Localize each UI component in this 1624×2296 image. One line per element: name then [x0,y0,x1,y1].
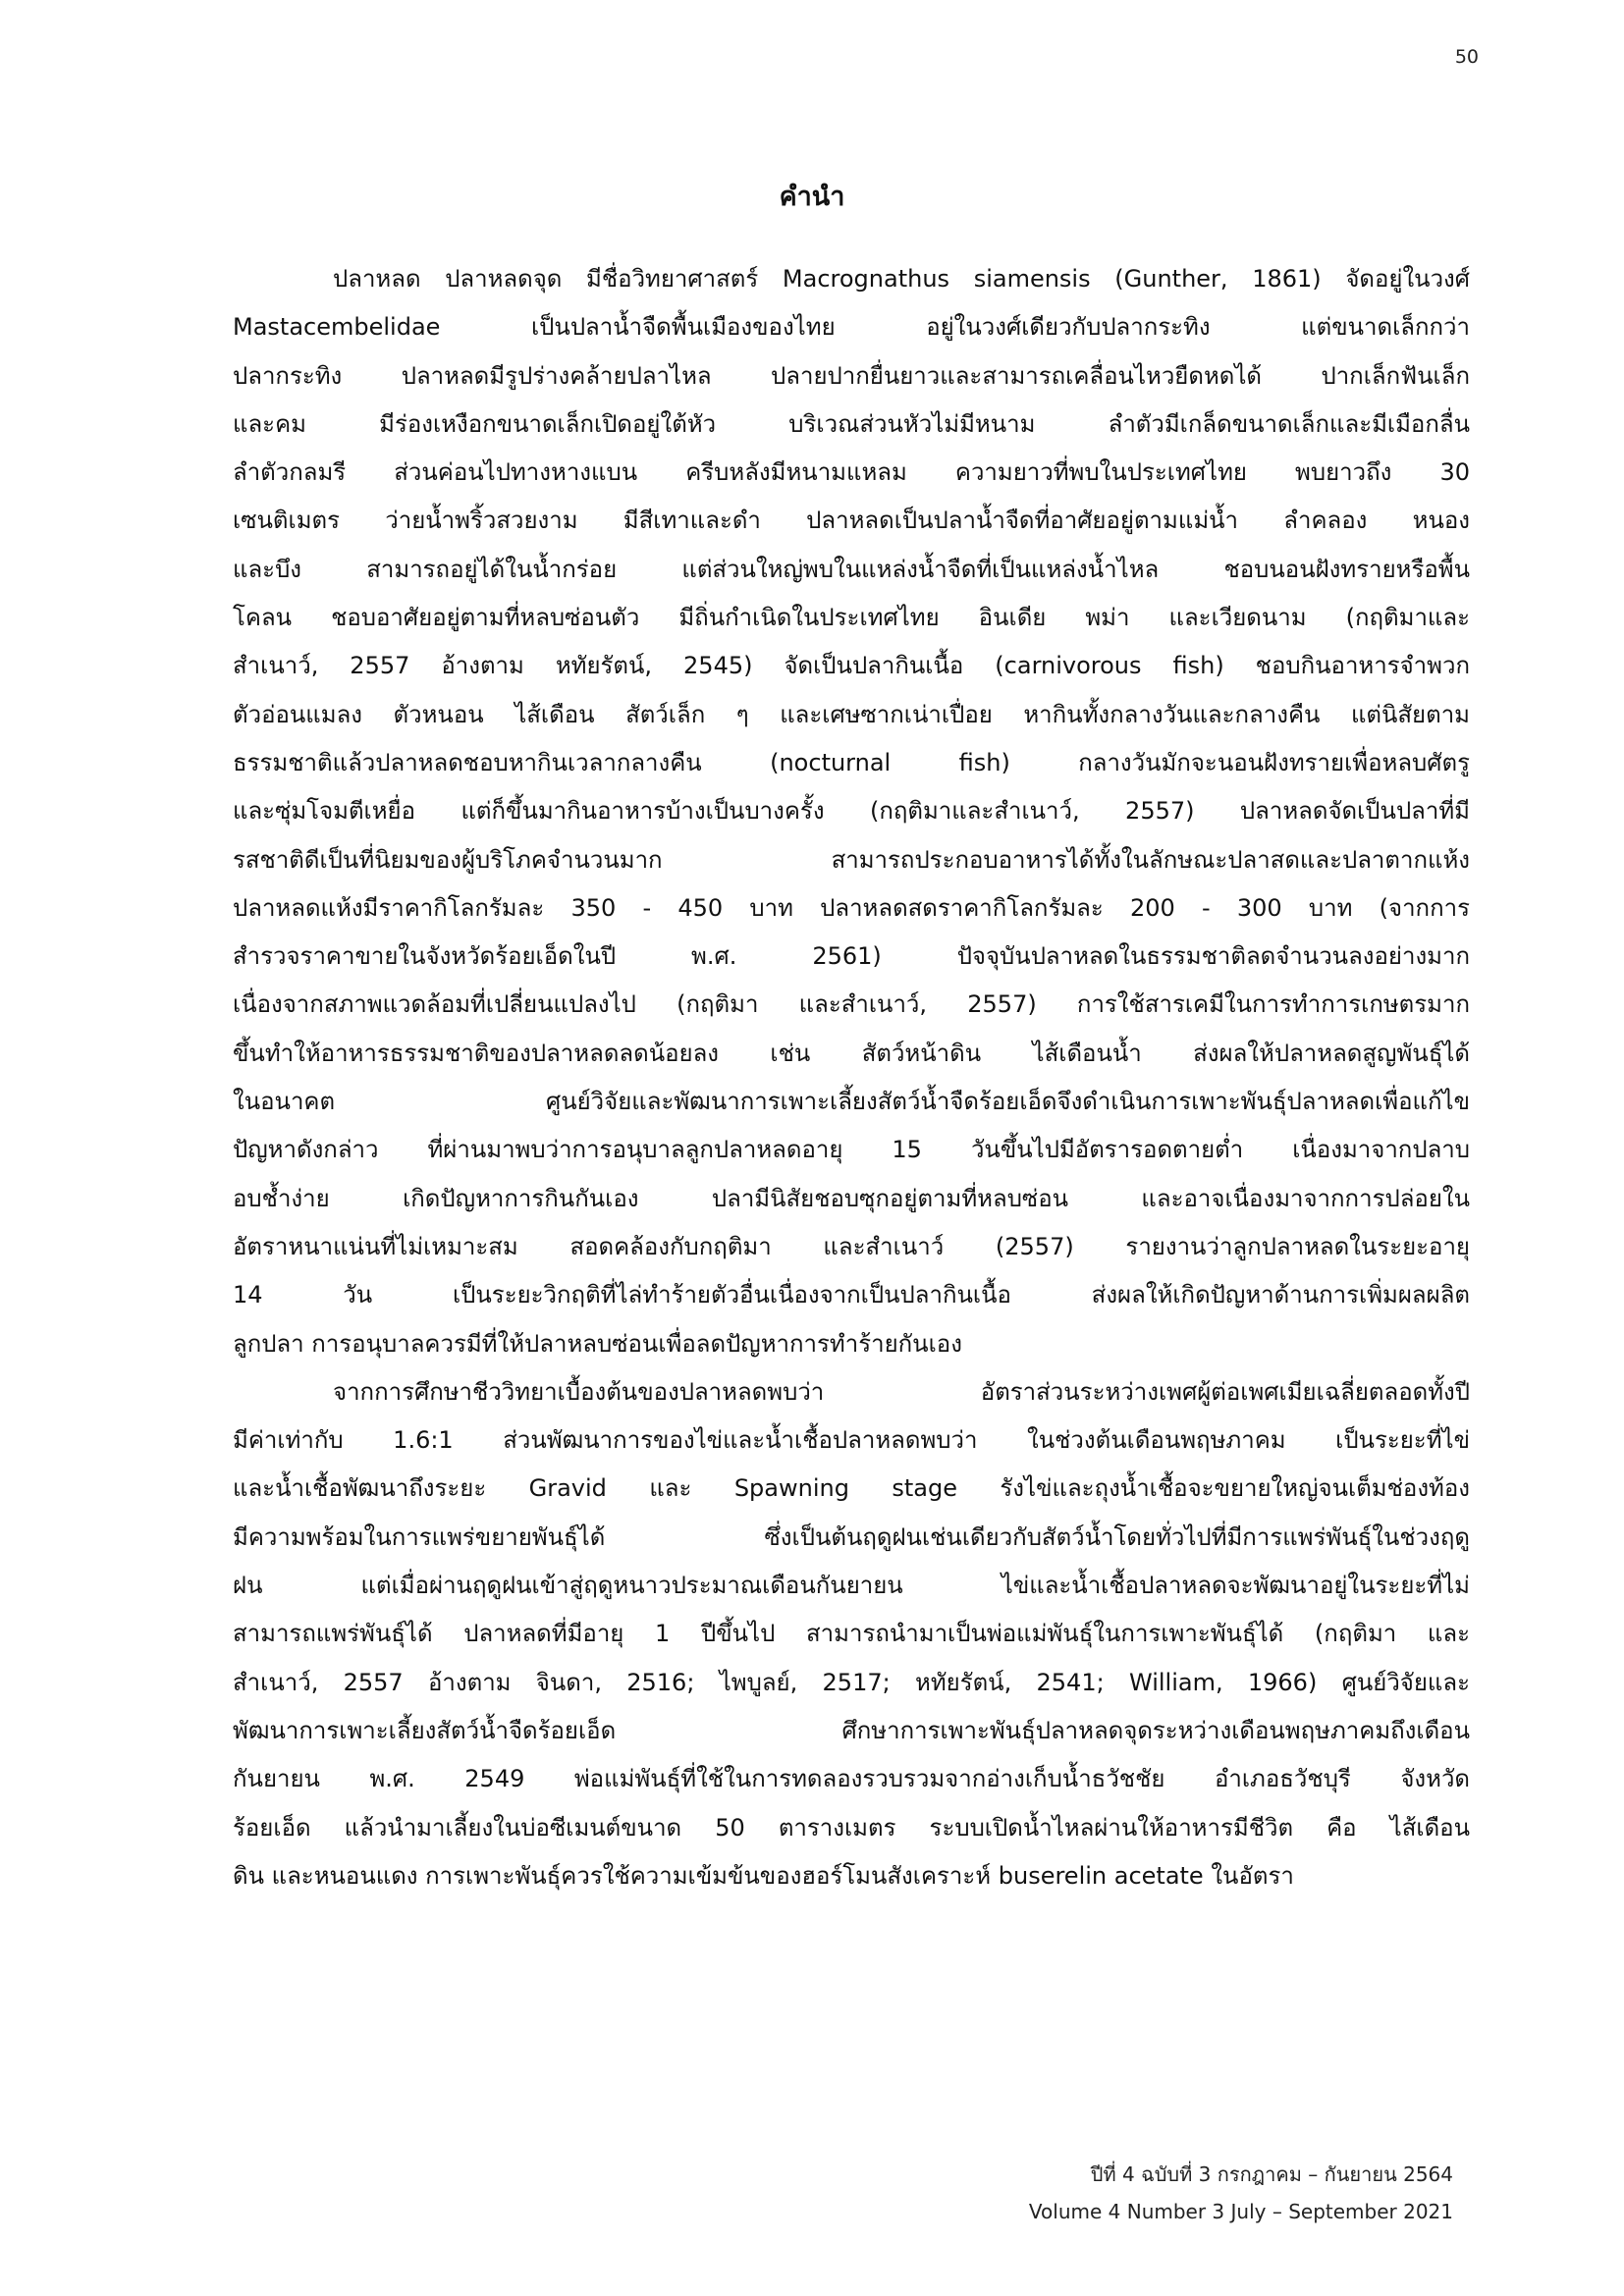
text-line: ดิน และหนอนแดง การเพาะพันธุ์ควรใช้ความเข้มข้นของฮอร์โมนสังเคราะห์ buserelin acetate ในอัตรา [233,1861,1294,1890]
paragraph-container [233,255,1470,1900]
text-line: ปลาหลด ปลาหลดจุด มีชื่อวิทยาศาสตร์ Macrognathus siamensis (Gunther, 1861) จัดอยู่ในวงศ์ [333,265,1470,293]
footer-english: Volume 4 Number 3 July – September 2021 [1028,2200,1453,2223]
text-line: ปัญหาดังกล่าว ที่ผ่านมาพบว่าการอนุบาลลูกปลาหลดอายุ 15 วันขึ้นไปมีอัตรารอดตายต่ำ เนื่องมาจากปลาบ [233,1136,1470,1164]
text-line: มีค่าเท่ากับ 1.6:1 ส่วนพัฒนาการของไข่และน้ำเชื้อปลาหลดพบว่า ในช่วงต้นเดือนพฤษภาคม เป็นระยะที่ไข่ [233,1426,1470,1455]
paragraph [233,255,1470,1368]
text-line: พัฒนาการเพาะเลี้ยงสัตว์น้ำจืดร้อยเอ็ด ศึกษาการเพาะพันธุ์ปลาหลดจุดระหว่างเดือนพฤษภาคมถึงเดือน [233,1716,1470,1744]
text-line: เซนติเมตร ว่ายน้ำพริ้วสวยงาม มีสีเทาและดำ ปลาหลดเป็นปลาน้ำจืดที่อาศัยอยู่ตามแม่น้ำ ลำคลอง หนอง [233,507,1470,535]
body-text [233,255,1470,1900]
section-heading: คำนำ [779,182,845,212]
text-line: มีความพร้อมในการแพร่ขยายพันธุ์ได้ ซึ่งเป็นต้นฤดูฝนเช่นเดียวกับสัตว์น้ำโดยทั่วไปที่มีการแพร่พันธุ์ในช่วงฤดู [233,1522,1470,1551]
text-line: จากการศึกษาชีววิทยาเบื้องต้นของปลาหลดพบว่า อัตราส่วนระหว่างเพศผู้ต่อเพศเมียเฉลี่ยตลอดทั้งปี [333,1377,1470,1406]
footer-thai: ปีที่ 4 ฉบับที่ 3 กรกฎาคม – กันยายน 2564 [1090,2163,1453,2186]
text-line: และซุ่มโจมตีเหยื่อ แต่ก็ขึ้นมากินอาหารบ้างเป็นบางครั้ง (กฤติมาและสำเนาว์, 2557) ปลาหลดจัดเป็นปลาที่มี [233,797,1470,826]
text-line: กันยายน พ.ศ. 2549 พ่อแม่พันธุ์ที่ใช้ในการทดลองรวบรวมจากอ่างเก็บน้ำธวัชชัย อำเภอธวัชบุรี จังหวัด [233,1765,1470,1793]
text-line: สำรวจราคาขายในจังหวัดร้อยเอ็ดในปี พ.ศ. 2561) ปัจจุบันปลาหลดในธรรมชาติลดจำนวนลงอย่างมาก [233,942,1470,971]
text-line: ร้อยเอ็ด แล้วนำมาเลี้ยงในบ่อซีเมนต์ขนาด 50 ตารางเมตร ระบบเปิดน้ำไหลผ่านให้อาหารมีชีวิต คือ ไส้เดือน [233,1813,1470,1842]
text-line: สำเนาว์, 2557 อ้างตาม จินดา, 2516; ไพบูลย์, 2517; หทัยรัตน์, 2541; William, 1966) ศูนย์วิจัยและ [233,1668,1470,1696]
text-line: อัตราหนาแน่นที่ไม่เหมาะสม สอดคล้องกับกฤติมา และสำเนาว์ (2557) รายงานว่าลูกปลาหลดในระยะอายุ [233,1232,1470,1260]
text-line: ลำตัวกลมรี ส่วนค่อนไปทางหางแบน ครีบหลังมีหนามแหลม ความยาวที่พบในประเทศไทย พบยาวถึง 30 [233,458,1470,487]
text-line: สำเนาว์, 2557 อ้างตาม หทัยรัตน์, 2545) จัดเป็นปลากินเนื้อ (carnivorous fish) ชอบกินอาหารจำพวก [233,652,1470,680]
text-line: ในอนาคต ศูนย์วิจัยและพัฒนาการเพาะเลี้ยงสัตว์น้ำจืดร้อยเอ็ดจึงดำเนินการเพาะพันธุ์ปลาหลดเพื่อแก้ไข [233,1088,1470,1116]
text-line: เนื่องจากสภาพแวดล้อมที่เปลี่ยนแปลงไป (กฤติมา และสำเนาว์, 2557) การใช้สารเคมีในการทำการเกษตรมาก [233,990,1470,1019]
paragraph [233,1368,1470,1900]
text-line: ฝน แต่เมื่อผ่านฤดูฝนเข้าสู่ฤดูหนาวประมาณเดือนกันยายน ไข่และน้ำเชื้อปลาหลดจะพัฒนาอยู่ในระยะที่ไม่ [233,1572,1470,1600]
text-line: รสชาติดีเป็นที่นิยมของผู้บริโภคจำนวนมาก สามารถประกอบอาหารได้ทั้งในลักษณะปลาสดและปลาตากแห้ง [233,845,1470,874]
text-line: อบช้ำง่าย เกิดปัญหาการกินกันเอง ปลามีนิสัยชอบซุกอยู่ตามที่หลบซ่อน และอาจเนื่องมาจากการปล่อยใน [233,1184,1470,1212]
text-line: สามารถแพร่พันธุ์ได้ ปลาหลดที่มีอายุ 1 ปีขึ้นไป สามารถนำมาเป็นพ่อแม่พันธุ์ในการเพาะพันธุ์ได้ (กฤติมา และ [233,1620,1470,1648]
text-line: ตัวอ่อนแมลง ตัวหนอน ไส้เดือน สัตว์เล็ก ๆ และเศษซากเน่าเปื่อย หากินทั้งกลางวันและกลางคืน แต่นิสัยตาม [233,700,1470,728]
text-line: ขึ้นทำให้อาหารธรรมชาติของปลาหลดลดน้อยลง เช่น สัตว์หน้าดิน ไส้เดือนน้ำ ส่งผลให้ปลาหลดสูญพันธุ์ได้ [233,1039,1470,1067]
text-line: 14 วัน เป็นระยะวิกฤติที่ไล่ทำร้ายตัวอื่นเนื่องจากเป็นปลากินเนื้อ ส่งผลให้เกิดปัญหาด้านการเพิ่มผลผลิต [233,1281,1470,1309]
page-number: 50 [1454,46,1479,68]
text-line: และคม มีร่องเหงือกขนาดเล็กเปิดอยู่ใต้หัว บริเวณส่วนหัวไม่มีหนาม ลำตัวมีเกล็ดขนาดเล็กและมีเมือกลื่น [233,409,1470,438]
text-line: Mastacembelidae เป็นปลาน้ำจืดพื้นเมืองของไทย อยู่ในวงศ์เดียวกับปลากระทิง แต่ขนาดเล็กกว่า [233,313,1470,342]
text-line: ปลาหลดแห้งมีราคากิโลกรัมละ 350 - 450 บาท ปลาหลดสดราคากิโลกรัมละ 200 - 300 บาท (จากการ [233,893,1470,922]
footer [0,2156,1453,2230]
text-line: ลูกปลา การอนุบาลควรมีที่ให้ปลาหลบซ่อนเพื่อลดปัญหาการทำร้ายกันเอง [233,1329,962,1358]
text-line: ธรรมชาติแล้วปลาหลดชอบหากินเวลากลางคืน (nocturnal fish) กลางวันมักจะนอนฝังทรายเพื่อหลบศัตรู [233,748,1470,776]
text-line: และน้ำเชื้อพัฒนาถึงระยะ Gravid และ Spawning stage รังไข่และถุงน้ำเชื้อจะขยายใหญ่จนเต็มช่องท้อง [233,1474,1470,1503]
text-line: ปลากระทิง ปลาหลดมีรูปร่างคล้ายปลาไหล ปลายปากยื่นยาวและสามารถเคลื่อนไหวยืดหดได้ ปากเล็กฟันเล็ก [233,361,1470,390]
text-line: โคลน ชอบอาศัยอยู่ตามที่หลบซ่อนตัว มีถิ่นกำเนิดในประเทศไทย อินเดีย พม่า และเวียดนาม (กฤติมาและ [233,604,1470,632]
text-line: และบึง สามารถอยู่ได้ในน้ำกร่อย แต่ส่วนใหญ่พบในแหล่งน้ำจืดที่เป็นแหล่งน้ำไหล ชอบนอนฝังทรายหรือพื้น [233,555,1470,583]
